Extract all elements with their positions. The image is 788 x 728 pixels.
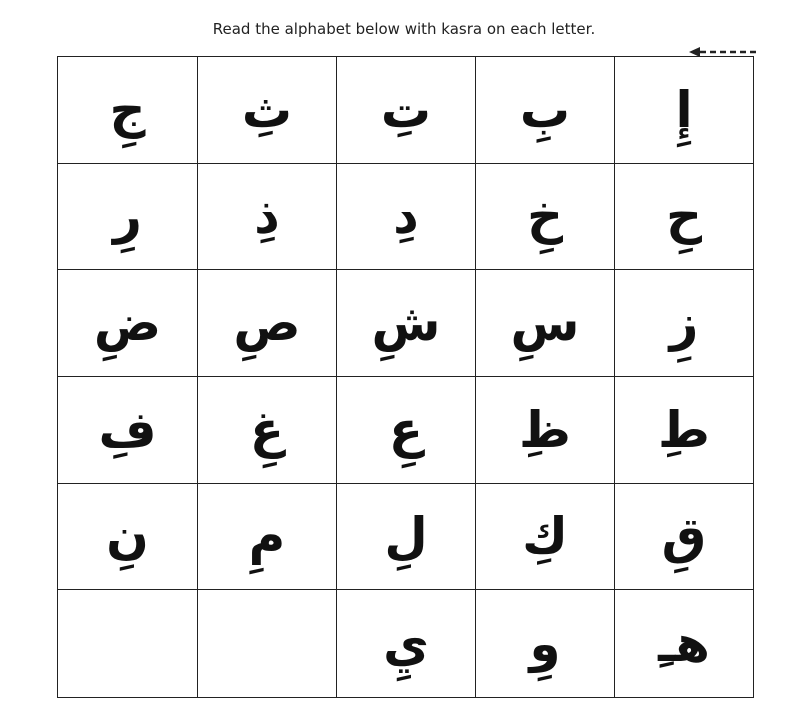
arabic-letter: صِ [233,294,301,353]
arabic-letter: طِ [658,400,710,459]
letter-cell [475,377,614,484]
letter-cell [614,590,753,697]
letter-cell [58,377,197,484]
arabic-letter: مِ [248,507,286,566]
arabic-letter: رِ [113,187,142,246]
letter-cell [614,57,753,164]
arabic-letter: زِ [669,294,699,353]
arabic-letter: شِ [371,294,441,353]
arabic-letter: إِ [675,80,693,139]
letter-cell [58,270,197,377]
arabic-letter: يِ [383,614,429,673]
letter-cell [336,484,475,591]
letter-cell [614,484,753,591]
arabic-letter: عِ [388,400,424,459]
letter-cell [336,270,475,377]
arabic-letter: حِ [665,187,703,246]
arabic-letter: خِ [526,187,564,246]
arabic-letter: فِ [98,400,157,459]
letter-cell [475,270,614,377]
letter-cell [475,484,614,591]
arabic-letter: ذِ [254,187,280,246]
letter-cell [336,377,475,484]
letter-cell [336,164,475,271]
arabic-letter: تِ [380,80,432,139]
arabic-letter: ضِ [93,294,162,353]
letter-cell [614,164,753,271]
arabic-letter: سِ [510,294,580,353]
letter-cell [336,57,475,164]
arabic-letter: هـِ [658,614,710,673]
arabic-letter: لِ [384,507,428,566]
arabic-letter: بِ [519,80,571,139]
empty-cell [58,590,197,697]
letter-cell [58,164,197,271]
letter-cell [475,164,614,271]
letter-cell [58,484,197,591]
letter-cell [197,164,336,271]
letter-cell [614,270,753,377]
letter-cell [197,57,336,164]
letter-cell [614,377,753,484]
empty-cell [197,590,336,697]
letter-cell [58,57,197,164]
arabic-letter: غِ [249,400,285,459]
arabic-letter: قِ [661,507,707,566]
arabic-letter: كِ [522,507,568,566]
arabic-letter: وِ [529,614,561,673]
alphabet-grid [57,56,754,698]
arabic-letter: جِ [109,80,146,139]
arabic-letter: دِ [393,187,419,246]
letter-cell [336,590,475,697]
arabic-letter: ظِ [519,400,571,459]
letter-cell [197,484,336,591]
instruction-text: Read the alphabet below with kasra on each letter. [212,20,596,38]
letter-cell [475,57,614,164]
letter-cell [197,270,336,377]
letter-cell [197,377,336,484]
arabic-letter: نِ [106,507,149,566]
arabic-letter: ثِ [241,80,293,139]
letter-cell [475,590,614,697]
